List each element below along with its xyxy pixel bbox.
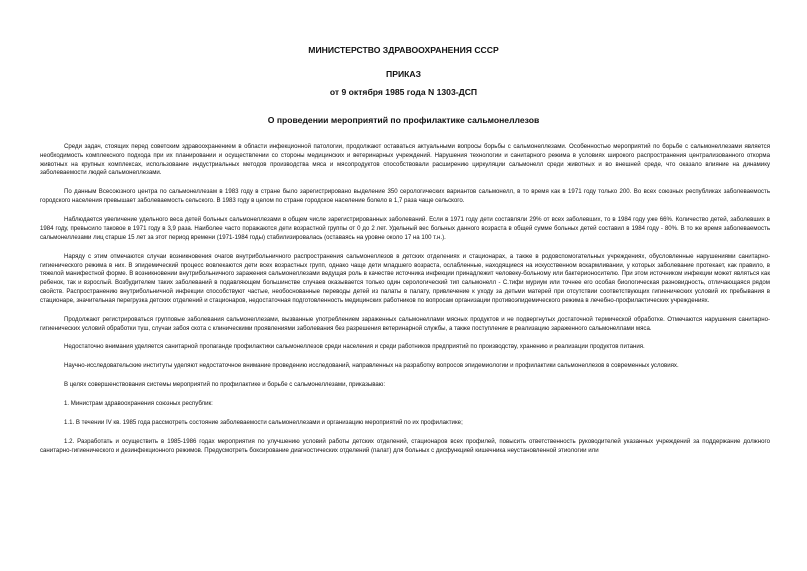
- paragraph-children-share: Наблюдается увеличение удельного веса детей больных сальмонеллезами в общем числе зарегистрированных заболеваний. Если в 1971 году дети составляли 29% от всех заболевших, то в 1984 году уже 66%. Количество детей, заболевших в 1984 году, превысило таковое в 1971 году в 3,9 раза. Наиболее часто поражаются дети возрастной группы от 0 до 2 лет. Удельный вес больных данного возраста в общей сумме больных детей составил в 1984 году - 80%. В то же время заболеваемость сальмонеллезами лиц старше 15 лет за этот период времени (1971-1984 годы) стабилизировалась (оставаясь на уровне около 17 на 100 т.н.).: [40, 216, 770, 241]
- paragraph-group-cases: Продолжают регистрироваться групповые заболевания сальмонеллезами, вызванные употреблением зараженных сальмонеллами мясных продуктов и не подвергнутых достаточной термической обработке. Отмечаются нарушения санитарно-гигиенических условий обработки туш, случаи забоя скота с клиническими проявлениями заболевания без разрешения ветеринарной службы, а также поступление в реализацию зараженного сальмонеллами мяса.: [40, 315, 770, 332]
- paragraph-item-1: 1. Министрам здравоохранения союзных республик:: [64, 400, 213, 408]
- paragraph-item-1-2: 1.2. Разработать и осуществить в 1985-1986 годах мероприятия по улучшению условий работы детских отделений, стационаров всех профилей, повысить ответственность руководителей указанных учреждений за поддержание должного санитарно-гигиенического и дезинфекционного режимов. Предусмотреть боксирование диагностических отделений (палат) для больных с дисфункцией кишечника неустановленной этиологии или: [40, 438, 770, 455]
- document-type: ПРИКАЗ: [386, 69, 421, 79]
- paragraph-intro: Среди задач, стоящих перед советским здравоохранением в области инфекционной патологии, продолжают оставаться актуальными вопросы борьбы с сальмонеллезами. Особенностью мероприятий по борьбе с сальмонеллезами является необходимость комплексного подхода при их планировании и осуществлении со стороны медицинских и ветеринарных учреждений. Нарушения технологии и санитарного режима в условиях широкого распространения централизованного откорма животных на крупных комплексах, использование индустриальных методов производства мяса и мясопродуктов способствовали расширению циркуляции сальмонелл среди животных и во внешней среде, что оказало влияние на динамику заболеваемости людей сальмонеллезами.: [40, 143, 770, 177]
- paragraph-statistics-serovars: По данным Всесоюзного центра по сальмонеллезам в 1983 году в стране было зарегистрировано выделение 350 серологических вариантов сальмонелл, в то время как в 1971 году только 200. Во всех союзных республиках заболеваемость городского населения превышает заболеваемость сельского. В 1983 году в целом по стране городское население болело в 1,7 раза чаще сельского.: [40, 188, 770, 205]
- ministry-title: МИНИСТЕРСТВО ЗДРАВООХРАНЕНИЯ СССР: [308, 45, 499, 55]
- paragraph-research: Научно-исследовательские институты уделяют недостаточное внимание проведению исследований, направленных на разработку вопросов эпидемиологии и профилактики сальмонеллезов в современных условиях.: [64, 362, 679, 370]
- document-subject: О проведении мероприятий по профилактике сальмонеллезов: [267, 115, 540, 125]
- document-date-number: от 9 октября 1985 года N 1303-ДСП: [329, 87, 478, 97]
- paragraph-hospital-outbreaks: Наряду с этим отмечаются случаи возникновения очагов внутрибольничного распространения сальмонеллезов в детских отделениях и стационарах, а также в родовспомогательных учреждениях, обусловленные нарушениями санитарно-гигиенического режима в них. В эпидемический процесс вовлекаются дети всех возрастных групп, однако чаще дети младшего возраста, ослабленные, находящиеся на искусственном вскармливании, у которых заболевание протекает, как правило, в тяжелой манифестной форме. В возникновении внутрибольничного заражения сальмонеллезами ведущая роль в качестве источника инфекции принадлежит человеку-больному или бактерионосителю. При этом источником инфекции может являться как ребенок, так и взрослый. Возбудителем таких заболеваний в подавляющем большинстве случаев оказывается только один серологический тип сальмонелл - С.тифи муриум или точнее его особая биологическая разновидность, отличающаяся рядом свойств. Распространению внутрибольничной инфекции способствуют частые, необоснованные переводы детей из палаты в палату, привлечение к уходу за детьми матерей при отсутствии соответствующих гигиенических условий их пребывания в стационаре, значительная перегрузка детских отделений и стационаров, недостаточная подготовленность медицинских работников по вопросам организации противоэпидемического режима в лечебно-профилактических учреждениях.: [40, 252, 770, 304]
- paragraph-item-1-1: 1.1. В течении IV кв. 1985 года рассмотреть состояние заболеваемости сальмонеллезами и организацию мероприятий по их профилактике;: [64, 419, 463, 427]
- document-body: [40, 143, 770, 466]
- paragraph-propaganda: Недостаточно внимания уделяется санитарной пропаганде профилактики сальмонеллезов среди населения и среди работников предприятий по производству, хранению и реализации продуктов питания.: [64, 343, 645, 351]
- paragraph-order-preamble: В целях совершенствования системы мероприятий по профилактике и борьбе с сальмонеллезами, приказываю:: [64, 381, 386, 389]
